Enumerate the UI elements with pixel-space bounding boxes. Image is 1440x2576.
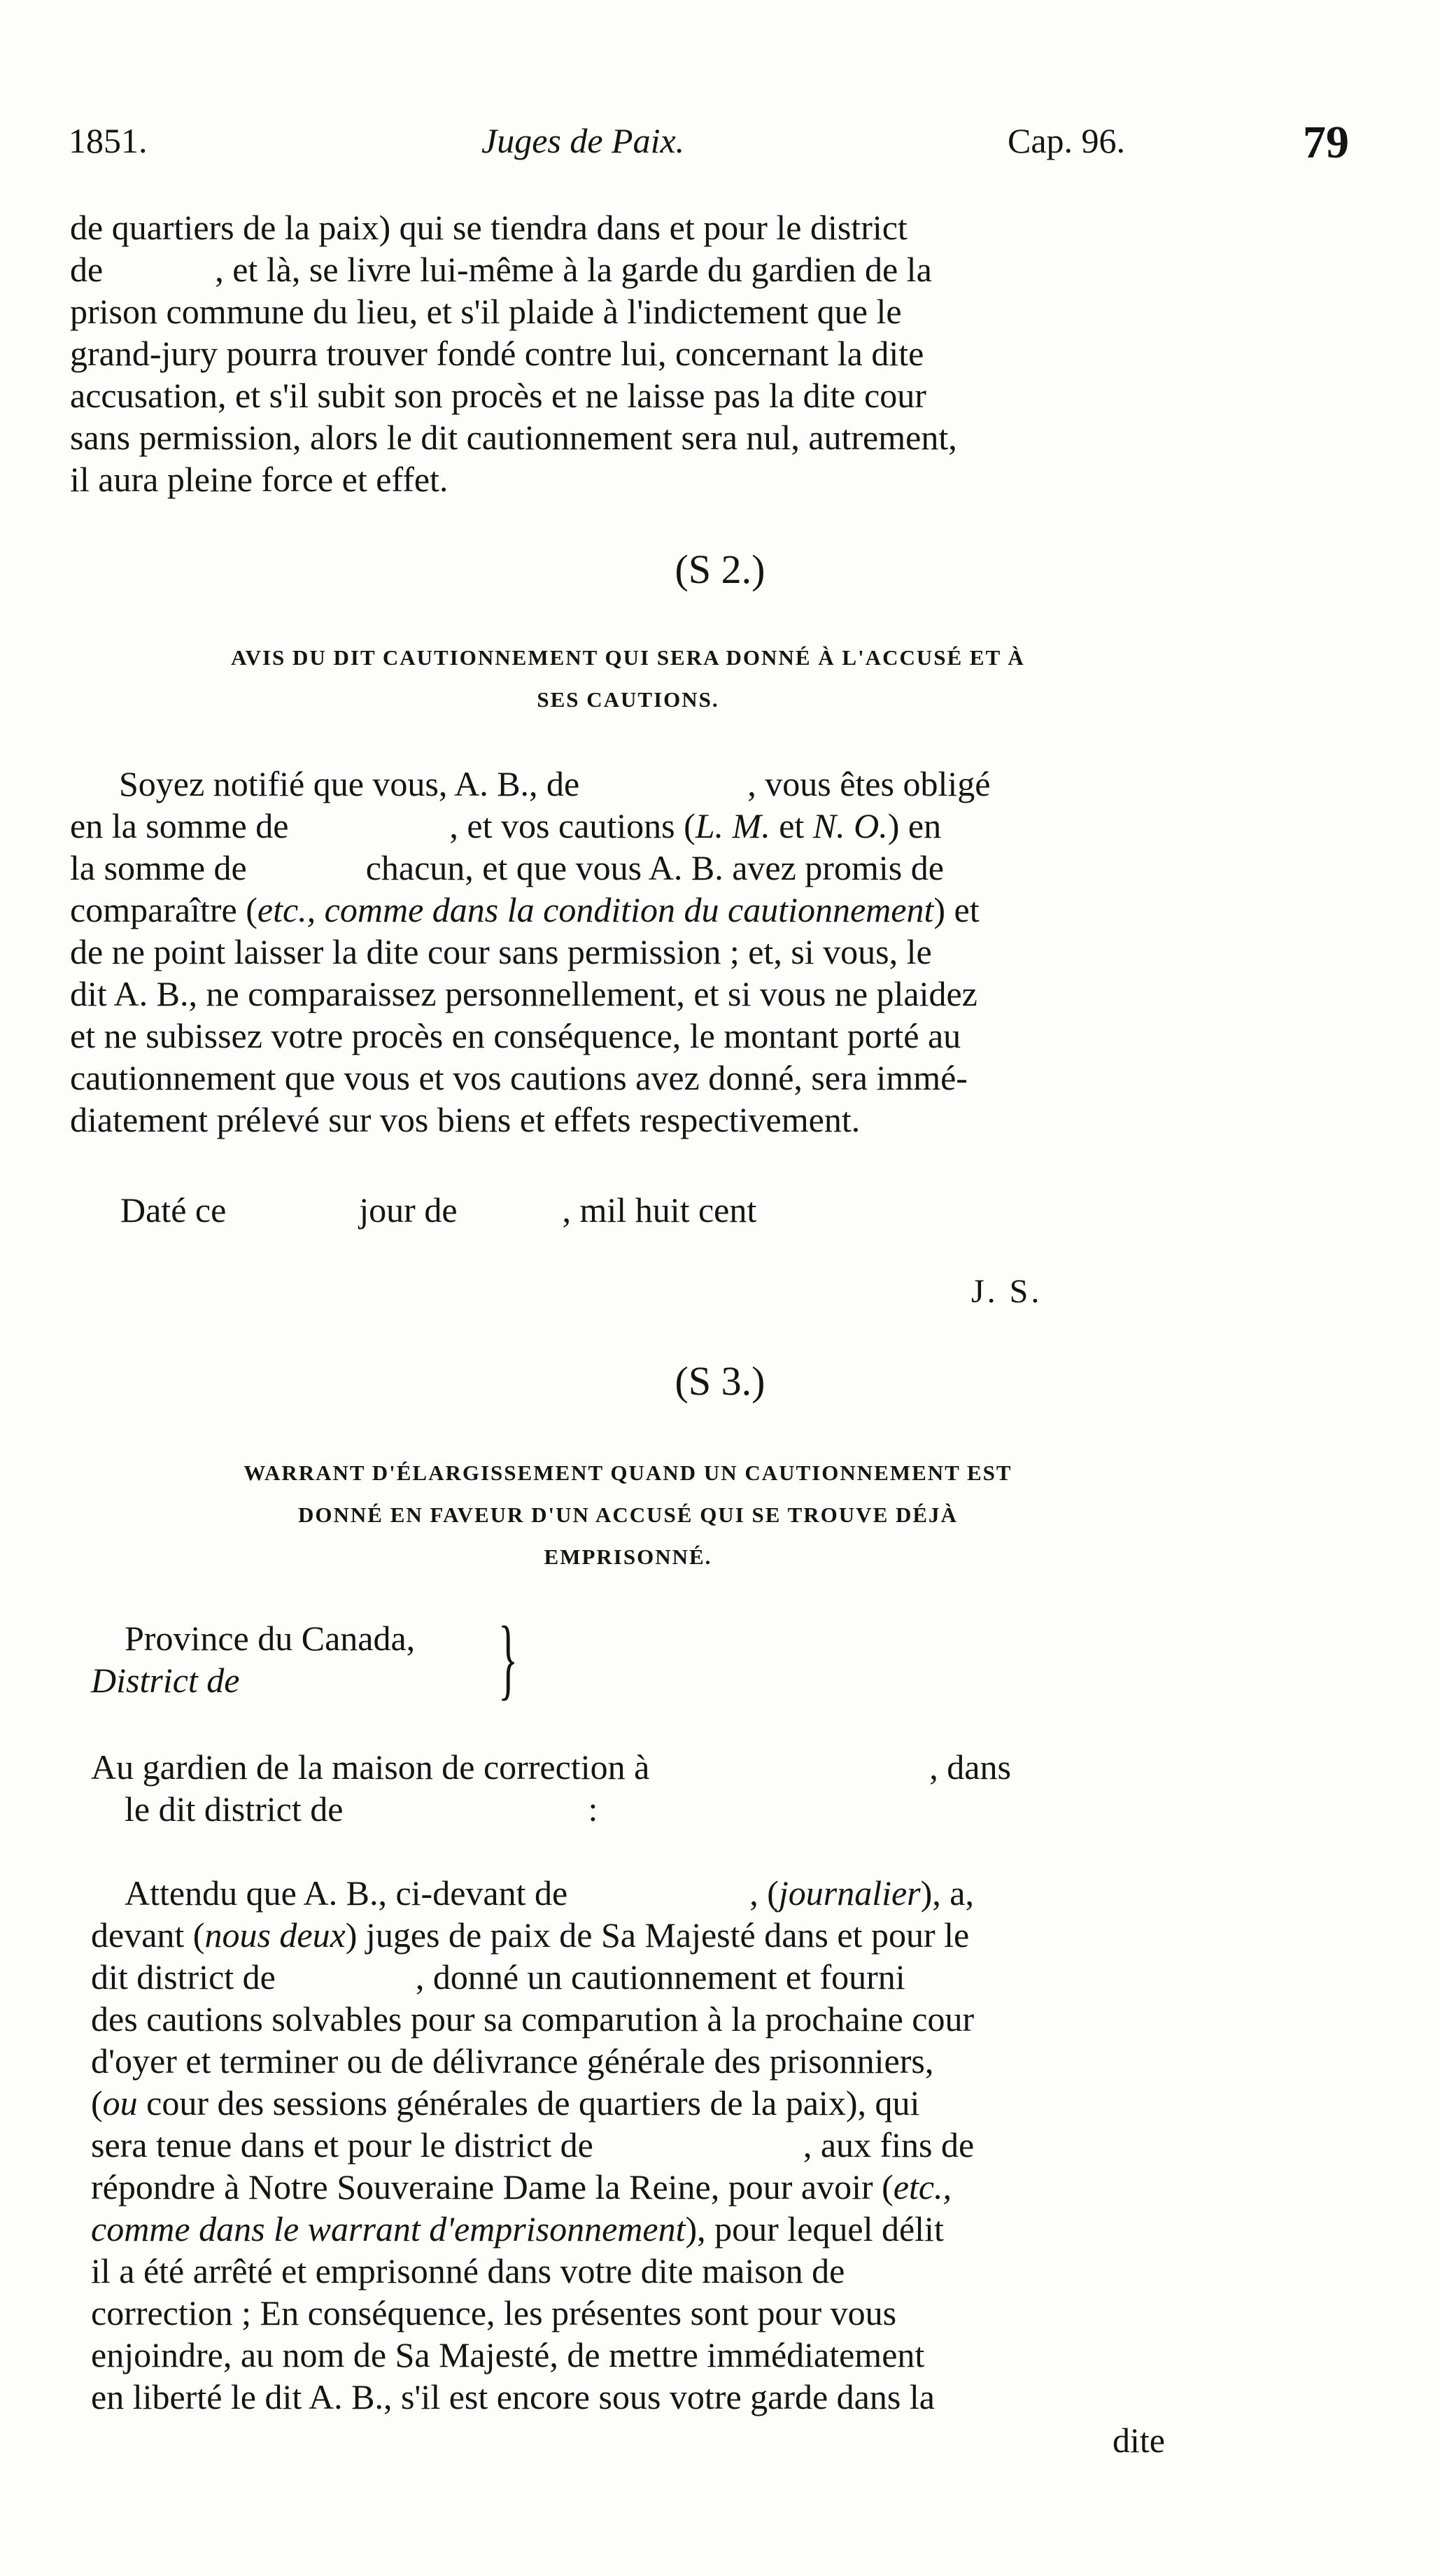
address-line: Au gardien de la maison de correction à , dans [91, 1747, 1011, 1787]
section-caption-s3-line2: DONNÉ EN FAVEUR D'UN ACCUSÉ QUI SE TROUVE DÉJÀ [298, 1502, 958, 1527]
section-caption-s3-line1: WARRANT D'ÉLARGISSEMENT QUAND UN CAUTIONNEMENT EST [243, 1461, 1012, 1485]
brace-mark: } [498, 1608, 518, 1709]
header-running-title: Juges de Paix. [481, 121, 685, 160]
district-label: District de [91, 1661, 240, 1700]
signature-initials: J. S. [971, 1273, 1043, 1310]
text-line: accusation, et s'il subit son procès et ne laisse pas la dite cour [70, 376, 926, 415]
text-line: de ne point laisser la dite cour sans permission ; et, si vous, le [70, 932, 932, 971]
text-line: dit district de , donné un cautionnement et fourni [91, 1957, 905, 1997]
text-line: des cautions solvables pour sa comparution à la prochaine cour [91, 1999, 975, 2039]
province-label: Province du Canada, [125, 1619, 416, 1658]
catchword: dite [1113, 2421, 1165, 2460]
text-line: de quartiers de la paix) qui se tiendra dans et pour le district [70, 208, 908, 247]
text-line: sans permission, alors le dit cautionnement sera nul, autrement, [70, 418, 957, 457]
header-chapter: Cap. 96. [1008, 121, 1126, 160]
text-line: Attendu que A. B., ci-devant de , (journalier), a, [125, 1873, 974, 1913]
text-line: il a été arrêté et emprisonné dans votre dite maison de [91, 2251, 845, 2290]
text-line: la somme de chacun, et que vous A. B. avez promis de [70, 848, 944, 887]
text-line: sera tenue dans et pour le district de , aux fins de [91, 2125, 975, 2165]
section-caption-s3-line3: EMPRISONNÉ. [544, 1544, 712, 1569]
text-line: en liberté le dit A. B., s'il est encore sous votre garde dans la [91, 2377, 935, 2416]
text-line: dit A. B., ne comparaissez personnellement, et si vous ne plaidez [70, 974, 977, 1013]
text-line: cautionnement que vous et vos cautions avez donné, sera immé- [70, 1058, 968, 1097]
text-line: il aura pleine force et effet. [70, 460, 449, 499]
section-caption-s2-line2: SES CAUTIONS. [537, 687, 719, 712]
date-line: Daté ce jour de , mil huit cent [120, 1190, 757, 1230]
text-line: enjoindre, au nom de Sa Majesté, de mettre immédiatement [91, 2335, 925, 2374]
text-line: (ou cour des sessions générales de quartiers de la paix), qui [91, 2083, 920, 2123]
text-line: devant (nous deux) juges de paix de Sa Majesté dans et pour le [91, 1915, 970, 1955]
text-line: diatement prélevé sur vos biens et effets respectivement. [70, 1100, 861, 1139]
text-line: comparaître (etc., comme dans la condition du cautionnement) et [70, 890, 980, 929]
text-line: en la somme de , et vos cautions (L. M. et N. O.) en [70, 806, 942, 845]
header-year: 1851. [69, 121, 148, 160]
section-heading-s2: (S 2.) [675, 547, 765, 592]
text-line: Soyez notifié que vous, A. B., de , vous êtes obligé [119, 764, 991, 803]
text-line: de , et là, se livre lui-même à la garde du gardien de la [70, 250, 932, 289]
section-caption-s2-line1: AVIS DU DIT CAUTIONNEMENT QUI SERA DONNÉ À L'ACCUSÉ ET À [231, 645, 1025, 670]
text-line: comme dans le warrant d'emprisonnement), pour lequel délit [91, 2209, 944, 2248]
text-line: correction ; En conséquence, les présentes sont pour vous [91, 2293, 897, 2332]
text-line: grand-jury pourra trouver fondé contre lui, concernant la dite [70, 334, 924, 373]
text-line: d'oyer et terminer ou de délivrance générale des prisonniers, [91, 2041, 934, 2081]
address-line: le dit district de : [125, 1789, 598, 1829]
text-line: répondre à Notre Souveraine Dame la Reine, pour avoir (etc., [91, 2167, 952, 2207]
text-line: prison commune du lieu, et s'il plaide à l'indictement que le [70, 292, 902, 331]
section-heading-s3: (S 3.) [675, 1358, 765, 1404]
text-line: et ne subissez votre procès en conséquence, le montant porté au [70, 1016, 961, 1055]
page-number: 79 [1303, 117, 1349, 168]
